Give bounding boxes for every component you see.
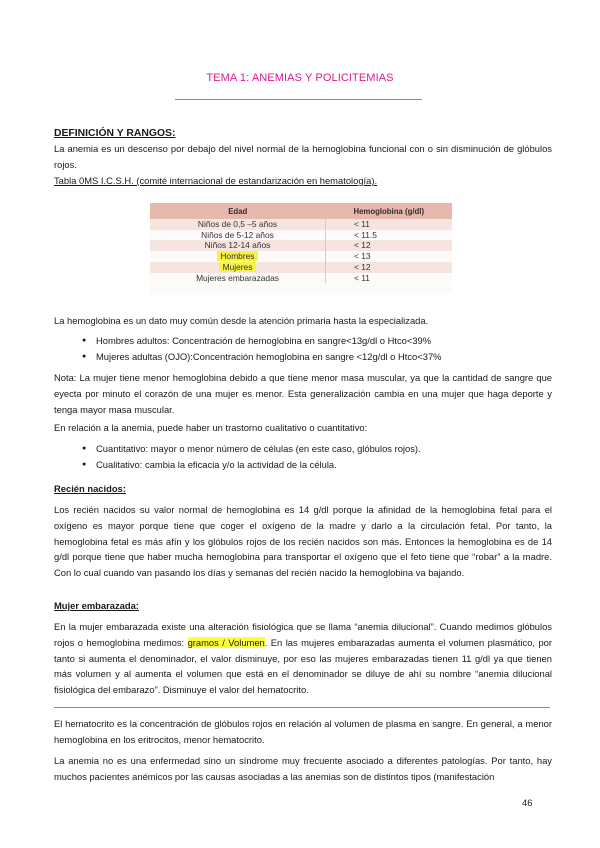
table-cell-valor: < 11.5: [354, 229, 377, 240]
highlighted-hombres: Hombres: [217, 251, 259, 261]
table-caption: [54, 173, 552, 189]
mujer-embarazada-paragraph: [54, 619, 552, 698]
table-cell-valor: < 11: [326, 219, 453, 230]
hemoglobina-intro-paragraph: La hemoglobina es un dato muy común desde la atención primaria hasta la especializada.: [54, 315, 429, 326]
sindrome-paragraph: La anemia no es una enfermedad sino un síndrome muy frecuente asociado a diferentes patologías. Por tanto, hay muchos pacientes anémicos por las causas asociadas a las anemias son de distintos tipos (manifestación: [54, 755, 552, 782]
table-cell-valor: < 12: [326, 240, 453, 251]
column-header-edad: Edad: [150, 203, 326, 219]
oms-hemoglobin-table: [150, 203, 452, 293]
embarazada-text-start: En la mujer embarazada existe una alteración fisiológica que se llama “anemia dilucional”. Cuando medimos glóbulos rojos o hemoglobina medimos:: [54, 621, 552, 648]
table-cell-edad: [150, 262, 326, 273]
trastorno-intro-paragraph: En relación a la anemia, puede haber un trastorno cualitativo o cuantitativo:: [54, 422, 368, 433]
definition-paragraph: La anemia es un descenso por debajo del nivel normal de la hemoglobina funcional con o sin disminución de glóbulos rojos.: [54, 143, 552, 170]
mujer-embarazada-heading-text: Mujer embarazada:: [54, 600, 139, 611]
list-item: ● Mujeres adultas (OJO):Concentración hemoglobina en sangre <12g/dl o Htco<37%: [54, 349, 552, 365]
recien-nacidos-paragraph: Los recién nacidos su valor normal de hemoglobina es 14 g/dl porque la afinidad de la hemoglobina fetal para el oxígeno es mayor porque tiene que coger el oxígeno de la madre y darlo a la circulación fetal. Por tanto, la hemoglobina fetal es más afín y los glóbulos rojos de los recién nacidos son más. Entonces la hemoglobina es de 14 g/dl porque tiene que haber mucha hemoglobina para transportar el oxígeno que el feto tiene que “robar” a la madre. Con lo cual cuando van pasando los días y semanas del recién nacido la hemoglobina va bajando.: [54, 504, 552, 579]
highlighted-formula: gramos / Volumen: [187, 636, 265, 648]
hemoglobin-table: [150, 203, 452, 283]
table-cell-edad: Mujeres embarazadas: [150, 273, 326, 284]
table-row: [150, 240, 452, 251]
list-item: ● Cualitativo: cambia la eficacia y/o la actividad de la célula.: [54, 457, 552, 473]
section-heading-text: DEFINICIÓN Y RANGOS:: [54, 128, 176, 139]
recien-nacidos-heading: [54, 481, 552, 497]
hematocrito-paragraph: El hematocrito es la concentración de glóbulos rojos en relación al volumen de plasma en sangre. En general, a menor hemoglobina en los eritrocitos, menor hematocrito.: [54, 718, 552, 745]
list-item: ● Hombres adultos: Concentración de hemoglobina en sangre<13g/dl o Htco<39%: [54, 333, 552, 349]
embarazada-text-end: . En las mujeres embarazadas aumenta el volumen plasmático, por tanto si aumenta el denominador, el valor disminuye, por eso las mujeres embarazadas tienen 11 g/dl ya que tienen más volumen y al aumenta el volumen que está en el denominador se diluye de ahí su nombre “anemia dilucional fisiológica del embarazo”. Disminuye el valor del hematocrito.: [54, 636, 552, 696]
column-header-hemoglobina: Hemoglobina (g/dl): [326, 203, 453, 219]
table-row: [150, 273, 452, 284]
table-cell-edad: [150, 251, 326, 262]
table-cell-valor: < 13: [354, 251, 371, 262]
nota-paragraph: Nota: La mujer tiene menor hemoglobina debido a que tiene menor masa muscular, ya que la cantidad de sangre que eyecta por minuto el corazón de una mujer es menor. Esta generalización cambia en una mujer que haga deporte y tenga mayor masa muscular.: [54, 372, 552, 415]
recien-nacidos-heading-text: Recién nacidos:: [54, 483, 126, 494]
mujer-embarazada-heading: [54, 598, 552, 614]
table-cell-edad: Niños de 5-12 años: [150, 230, 326, 241]
trastorno-list: [54, 441, 552, 473]
table-row: [150, 219, 452, 230]
table-cell-edad: Niños de 0,5 –5 años: [150, 219, 326, 230]
table-row: [150, 262, 452, 273]
table-row: [150, 230, 452, 241]
document-title: TEMA 1: ANEMIAS Y POLICITEMIAS: [206, 72, 394, 84]
list-item: ● Cuantitativo: mayor o menor número de células (en este caso, glóbulos rojos).: [54, 441, 552, 457]
table-header-row: [150, 203, 452, 219]
section-divider: [54, 707, 550, 708]
adult-values-list: [54, 333, 552, 365]
table-row: [150, 251, 452, 262]
table-cell-edad: Niños 12-14 años: [150, 240, 326, 251]
highlighted-mujeres: Mujeres: [219, 262, 257, 272]
page-number: 46: [522, 797, 533, 808]
table-caption-text: Tabla 0MS I.C.S.H. (comité internacional de estandarización en hematología).: [54, 175, 378, 186]
table-cell-valor: < 11: [354, 272, 370, 283]
section-heading-definicion: [54, 125, 552, 142]
title-underline-divider: [175, 99, 422, 100]
table-cell-valor: < 12: [326, 262, 453, 273]
